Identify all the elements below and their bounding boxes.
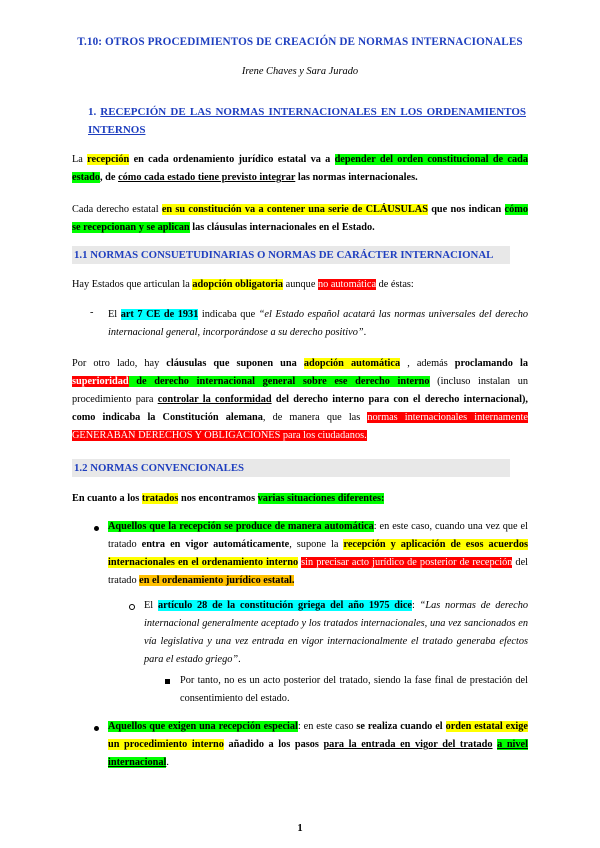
- paragraph-clauses: Cada derecho estatal en su constitución va a contener una serie de CLÁUSULAS que nos indican cómo se recepcionan y se aplican las cláusulas internacionales en el Estado.: [72, 204, 528, 233]
- paragraph-treaties: En cuanto a los tratados nos encontramos varias situaciones diferentes:: [72, 493, 385, 504]
- square-bullet-icon: [165, 679, 170, 684]
- section-1-text: RECEPCIÓN DE LAS NORMAS INTERNACIONALES EN LOS ORDENAMIENTOS INTERNOS: [88, 106, 526, 136]
- paragraph-final-phase: Por tanto, no es un acto posterior del tratado, siendo la fase final de prestación del consentimiento del estado.: [180, 675, 528, 704]
- paragraph-adoption: Hay Estados que articulan la adopción obligatoria aunque no automática de éstas:: [72, 279, 414, 290]
- paragraph-automatic-reception: Aquellos que la recepción se produce de manera automática: en este caso, cuando una vez que el tratado entra en vigor automáticamente, supone la recepción y aplicación de esos acuerdos internacionales en el ordenamiento interno sin precisar acto jurídico de posterior de recepción del tratado en el ordenamiento jurídico estatal.: [108, 521, 529, 586]
- section-1-2-heading: 1.2 NORMAS CONVENCIONALES: [72, 459, 510, 477]
- paragraph-automatic-adoption: Por otro lado, hay cláusulas que suponen una adopción automática , además proclamando la superioridad de derecho internacional general sobre ese derecho interno (incluso instalan un procedimiento para controlar la conformidad del derecho interno para con el derecho internacional), como indicaba la Constitución alemana, de manera que las normas internacionales internamente GENERABAN DERECHOS Y OBLIGACIONES para los ciudadanos.: [72, 358, 528, 441]
- document-title: T.10: OTROS PROCEDIMIENTOS DE CREACIÓN DE NORMAS INTERNACIONALES: [77, 36, 523, 48]
- paragraph-special-reception: Aquellos que exigen una recepción especial: en este caso se realiza cuando el orden estatal exige un procedimiento interno añadido a los pasos para la entrada en vigor del tratado a nivel internacional.: [108, 721, 528, 768]
- paragraph-reception: La recepción en cada ordenamiento jurídico estatal va a depender del orden constitucional de cada estado, de cómo cada estado tiene previsto integrar las normas internacionales.: [72, 154, 528, 183]
- section-1-1-heading: 1.1 NORMAS CONSUETUDINARIAS O NORMAS DE CARÁCTER INTERNACIONAL: [72, 246, 510, 264]
- paragraph-art7: El art 7 CE de 1931 indicaba que “el Estado español acatará las normas universales del derecho internacional general, incorporándose a su derecho positivo”.: [108, 309, 528, 338]
- section-1-number: 1.: [88, 106, 97, 118]
- list-dash: -: [90, 307, 94, 318]
- bullet-icon: [94, 726, 99, 731]
- page-number: 1: [297, 823, 303, 834]
- circle-bullet-icon: [129, 604, 135, 610]
- section-1-heading: [88, 103, 526, 139]
- bullet-icon: [94, 526, 99, 531]
- document-authors: Irene Chaves y Sara Jurado: [241, 66, 359, 77]
- paragraph-greek-constitution: El artículo 28 de la constitución griega del año 1975 dice: “Las normas de derecho internacional generalmente aceptado y los tratados internacionales, una vez sancionados en vía legislativa y una vez entrada en vigor internacionalmente el tratado generaba efectos para el estado griego”.: [144, 600, 528, 665]
